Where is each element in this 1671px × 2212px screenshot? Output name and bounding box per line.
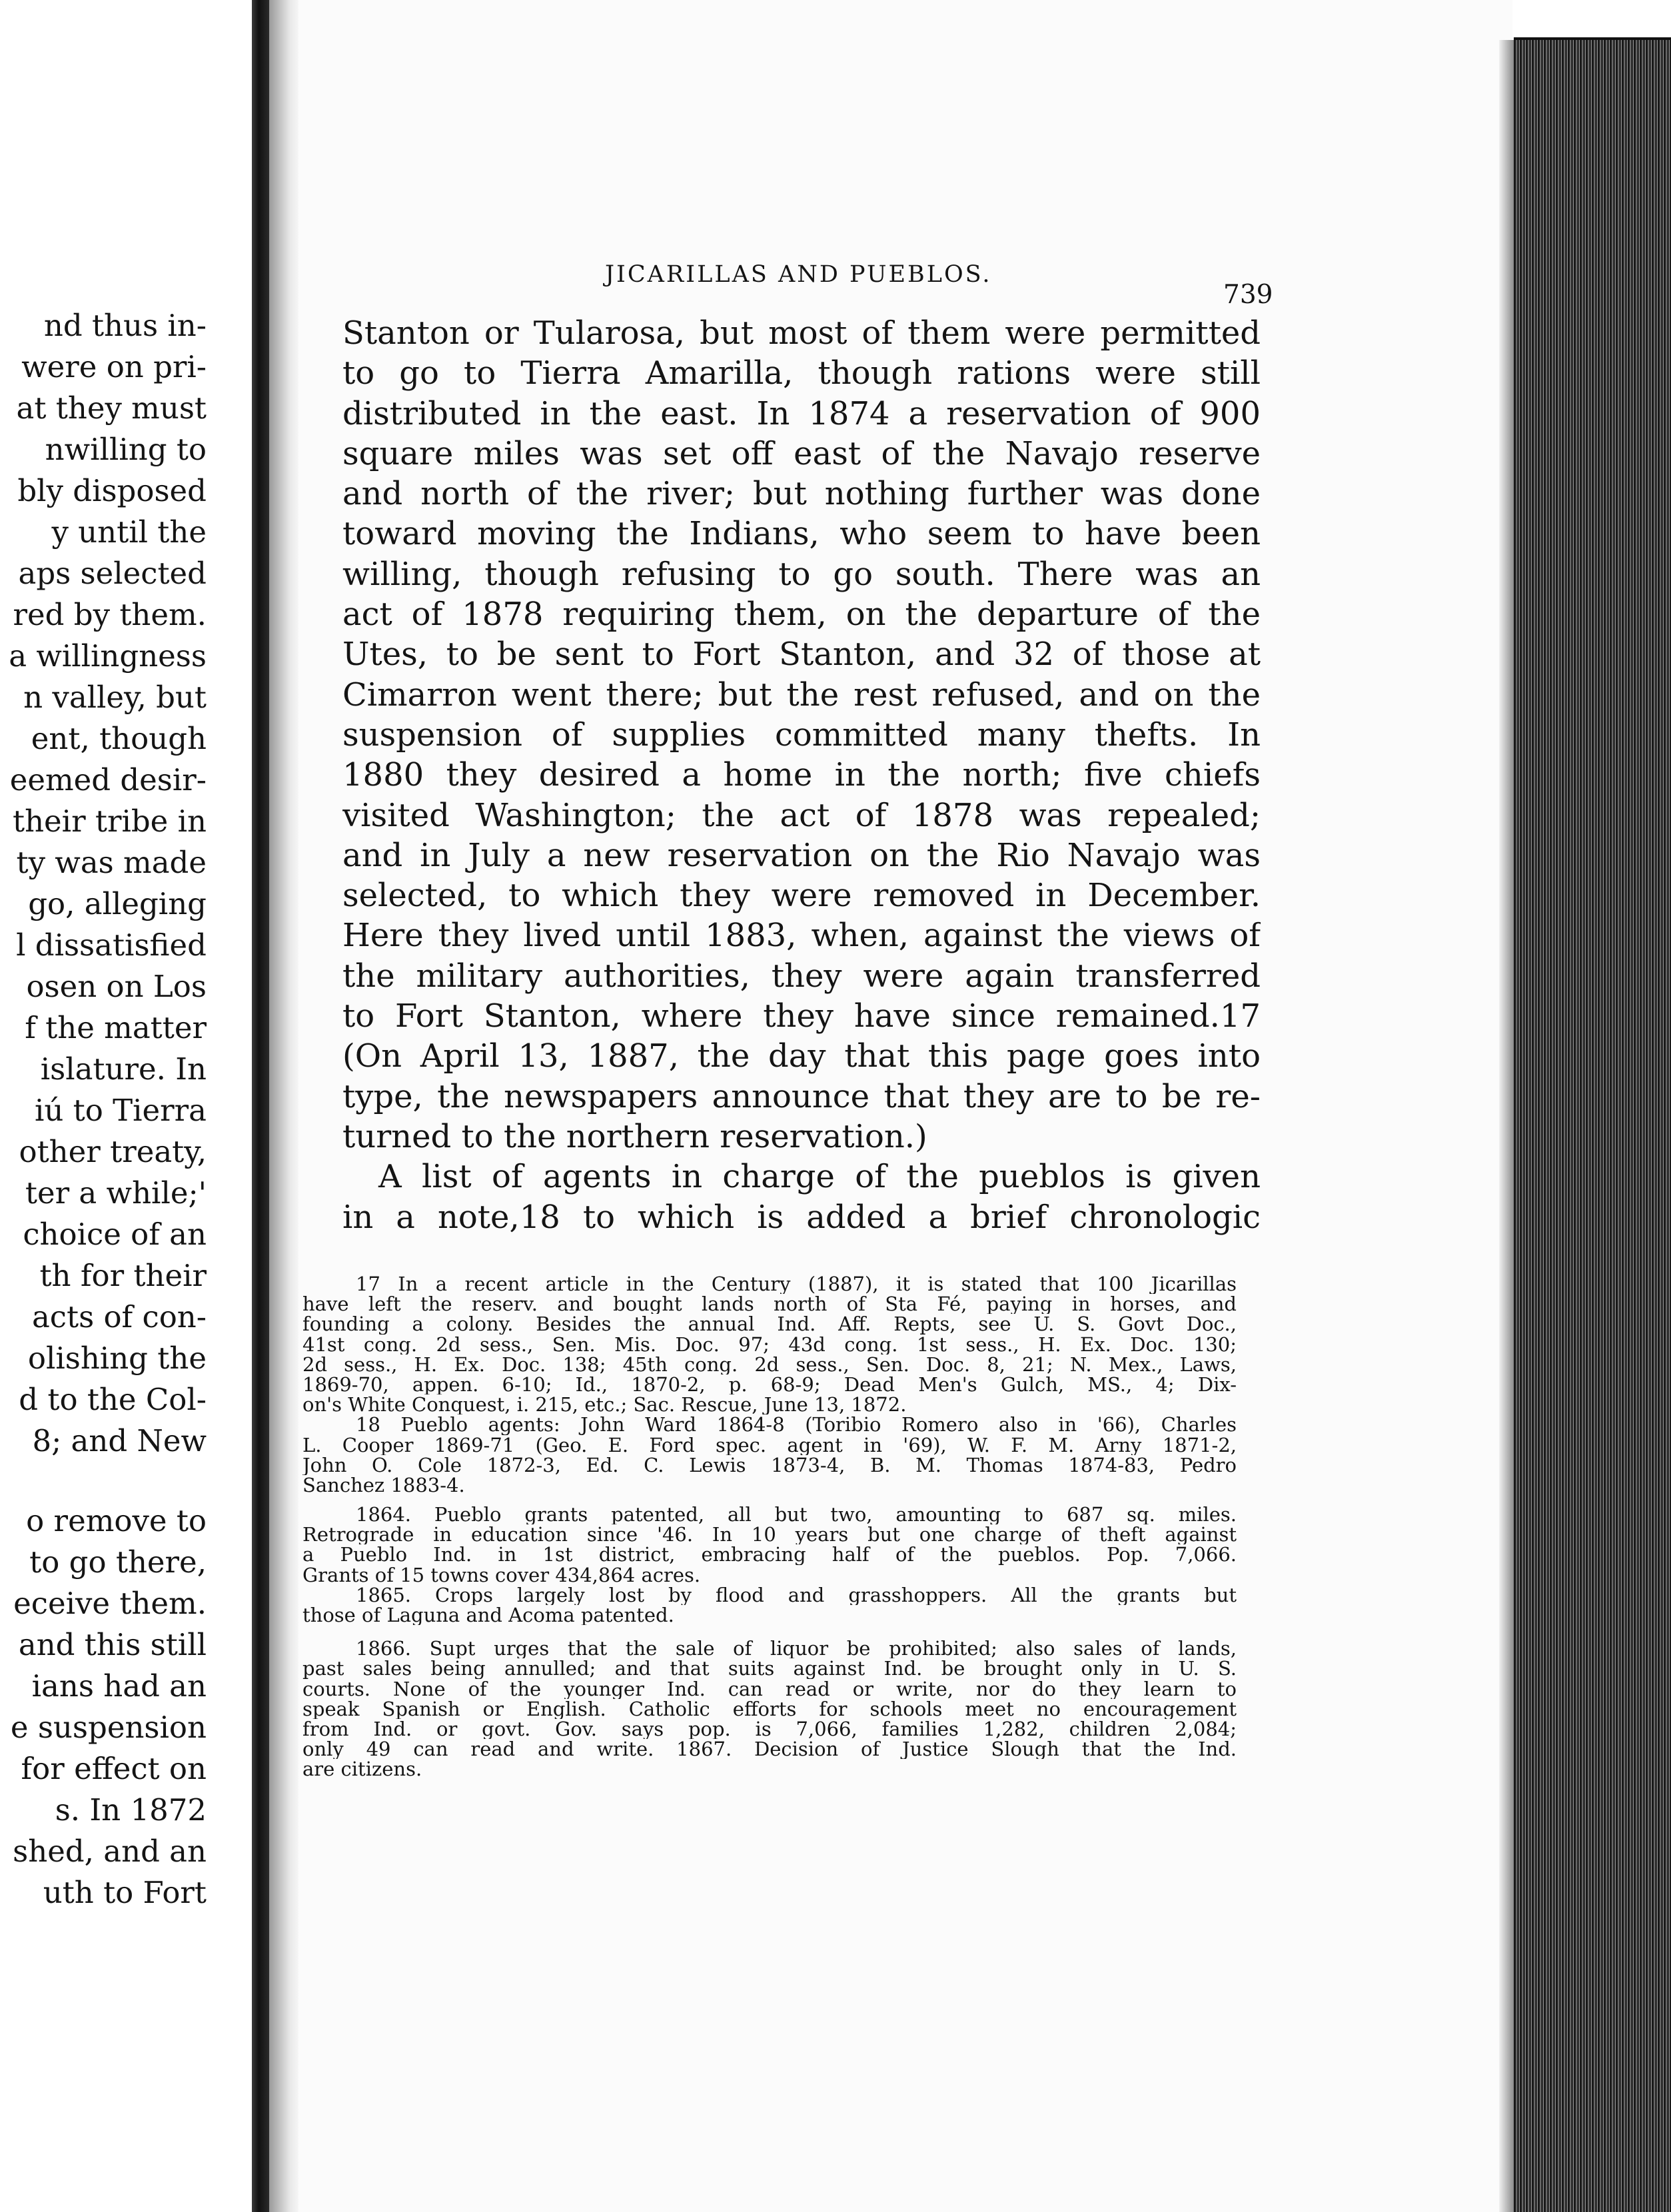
- body-line: Utes, to be sent to Fort Stanton, and 32 of those at: [342, 636, 1261, 674]
- body-line: selected, to which they were removed in December.: [342, 877, 1261, 915]
- body-line: distributed in the east. In 1874 a reservation of 900: [342, 394, 1261, 432]
- body-line: Cimarron went there; but the rest refused, and on the: [342, 676, 1261, 714]
- facing-line: eceive them.: [13, 1586, 207, 1621]
- body-line: type, the newspapers announce that they are to be re-: [342, 1077, 1261, 1115]
- footnote-line: 41st cong. 2d sess., Sen. Mis. Doc. 97; 43d cong. 1st sess., H. Ex. Doc. 130;: [302, 1334, 1237, 1355]
- footnote-line: from Ind. or govt. Gov. says pop. is 7,066, families 1,282, children 2,084;: [302, 1718, 1237, 1740]
- body-line: and north of the river; but nothing further was done: [342, 475, 1261, 513]
- footnote-line: those of Laguna and Acoma patented.: [302, 1605, 674, 1626]
- footnote-line: 1869-70, appen. 6-10; Id., 1870-2, p. 68-9; Dead Men's Gulch, MS., 4; Dix-: [302, 1374, 1237, 1395]
- facing-line: a willingness: [9, 638, 207, 674]
- facing-line: 8; and New: [32, 1423, 207, 1458]
- footnote-line: courts. None of the younger Ind. can read or write, nor do they learn to: [302, 1678, 1237, 1699]
- body-line: and in July a new reservation on the Rio Navajo was: [342, 836, 1261, 874]
- footnote-line: Grants of 15 towns cover 434,864 acres.: [302, 1564, 701, 1585]
- facing-line: and this still: [18, 1627, 207, 1662]
- footnote-line: have left the reserv. and bought lands north of Sta Fé, paying in horses, and: [302, 1294, 1237, 1315]
- facing-line: nwilling to: [45, 432, 207, 467]
- body-line: suspension of supplies committed many thefts. In: [342, 716, 1261, 754]
- facing-line: n valley, but: [23, 680, 207, 715]
- body-line: (On April 13, 1887, the day that this page goes into: [342, 1037, 1261, 1075]
- facing-line: go, alleging: [28, 886, 207, 921]
- running-head: JICARILLAS AND PUEBLOS.: [605, 261, 992, 288]
- facing-line: f the matter: [25, 1010, 207, 1045]
- body-line: visited Washington; the act of 1878 was repealed;: [342, 796, 1261, 834]
- footnotes: [302, 1274, 1237, 1780]
- facing-line: uth to Fort: [43, 1875, 207, 1910]
- gutter-shadow: [269, 0, 298, 2212]
- body-line: toward moving the Indians, who seem to have been: [342, 515, 1261, 553]
- footnote-line: past sales being annulled; and that suits against Ind. be brought only in U. S.: [302, 1658, 1237, 1679]
- body-line: act of 1878 requiring them, on the departure of the: [342, 596, 1261, 634]
- body-line: Stanton or Tularosa, but most of them were permitted: [342, 314, 1261, 352]
- footnote-gap: [302, 1495, 1237, 1504]
- facing-line: choice of an: [23, 1217, 207, 1252]
- facing-line: red by them.: [13, 597, 207, 632]
- facing-line: iú to Tierra: [34, 1093, 207, 1128]
- facing-line: islature. In: [40, 1051, 207, 1087]
- facing-line: osen on Los: [26, 969, 207, 1004]
- body-line: turned to the northern reservation.): [342, 1117, 927, 1155]
- page-stack-edges: [1514, 40, 1671, 2212]
- facing-line: d to the Col-: [19, 1382, 207, 1417]
- facing-line: acts of con-: [31, 1299, 207, 1335]
- facing-line: ent, though: [31, 721, 207, 756]
- body-line: 1880 they desired a home in the north; five chiefs: [342, 756, 1261, 794]
- facing-line: eemed desir-: [9, 762, 207, 798]
- footnote-line: 18 Pueblo agents: John Ward 1864-8 (Toribio Romero also in '66), Charles: [356, 1414, 1237, 1435]
- body-line: the military authorities, they were again transferred: [342, 957, 1261, 995]
- body-text: [342, 313, 1261, 1237]
- facing-line: o remove to: [26, 1503, 207, 1538]
- footnote-line: only 49 can read and write. 1867. Decision of Justice Slough that the Ind.: [302, 1739, 1237, 1760]
- footnote-line: 1865. Crops largely lost by flood and grasshoppers. All the grants but: [356, 1584, 1237, 1605]
- facing-line: ians had an: [31, 1668, 207, 1704]
- footnote-line: 1864. Pueblo grants patented, all but two, amounting to 687 sq. miles.: [356, 1504, 1237, 1525]
- facing-line: aps selected: [18, 556, 207, 591]
- footnote-line: a Pueblo Ind. in 1st district, embracing half of the pueblos. Pop. 7,066.: [302, 1544, 1237, 1565]
- body-line: square miles was set off east of the Navajo reserve: [342, 434, 1261, 472]
- facing-line: their tribe in: [12, 804, 207, 839]
- facing-line: were on pri-: [21, 349, 207, 384]
- facing-line: for effect on: [21, 1751, 207, 1786]
- footnote-line: Sanchez 1883-4.: [302, 1474, 465, 1496]
- footnote-line: are citizens.: [302, 1759, 422, 1780]
- facing-page: [0, 0, 240, 2212]
- body-line: Here they lived until 1883, when, against the views of: [342, 917, 1261, 955]
- facing-line: e suspension: [10, 1710, 207, 1745]
- facing-line: ter a while;': [25, 1175, 207, 1211]
- footnote-line: 2d sess., H. Ex. Doc. 138; 45th cong. 2d sess., Sen. Doc. 8, 21; N. Mex., Laws,: [302, 1354, 1237, 1375]
- facing-line: s. In 1872: [55, 1792, 207, 1828]
- facing-line: olishing the: [27, 1341, 207, 1376]
- facing-line: th for their: [39, 1258, 207, 1293]
- facing-line: other treaty,: [19, 1134, 207, 1169]
- footnote-line: speak Spanish or English. Catholic efforts for schools meet no encouragement: [302, 1698, 1237, 1719]
- page-number: 739: [1223, 280, 1273, 310]
- footnote-line: founding a colony. Besides the annual Ind. Aff. Repts, see U. S. Govt Doc.,: [302, 1314, 1237, 1335]
- body-line: willing, though refusing to go south. There was an: [342, 555, 1261, 593]
- facing-line: shed, and an: [13, 1834, 207, 1869]
- footnote-line: 17 In a recent article in the Century (1887), it is stated that 100 Jicarillas: [356, 1274, 1237, 1295]
- body-line: to go to Tierra Amarilla, though rations were still: [342, 354, 1261, 392]
- footnote-line: John O. Cole 1872-3, Ed. C. Lewis 1873-4, B. M. Thomas 1874-83, Pedro: [302, 1454, 1237, 1475]
- footnote-line: 1866. Supt urges that the sale of liquor be prohibited; also sales of lands,: [356, 1638, 1237, 1659]
- facing-page-text: [0, 305, 207, 1914]
- facing-line: to go there,: [29, 1544, 207, 1580]
- body-line: in a note,18 to which is added a brief chronologic: [342, 1198, 1261, 1236]
- footnote-line: Retrograde in education since '46. In 10 years but one charge of theft against: [302, 1524, 1237, 1545]
- page-edge-shadow: [1499, 40, 1514, 2212]
- book-gutter: [252, 0, 269, 2212]
- footnote-line: on's White Conquest, i. 215, etc.; Sac. Rescue, June 13, 1872.: [302, 1394, 907, 1415]
- facing-line: at they must: [16, 390, 207, 426]
- footnote-line: L. Cooper 1869-71 (Geo. E. Ford spec. agent in '69), W. F. M. Arny 1871-2,: [302, 1434, 1237, 1455]
- facing-line: ty was made: [16, 845, 207, 880]
- facing-line: l dissatisfied: [16, 927, 207, 963]
- paragraph-gap: [0, 1462, 207, 1500]
- facing-line: y until the: [51, 514, 207, 550]
- body-line: A list of agents in charge of the pueblos is given: [378, 1158, 1261, 1196]
- footnote-gap: [302, 1625, 1237, 1638]
- facing-line: bly disposed: [17, 473, 207, 508]
- facing-line: nd thus in-: [43, 308, 207, 343]
- body-line: to Fort Stanton, where they have since remained.17: [342, 997, 1261, 1035]
